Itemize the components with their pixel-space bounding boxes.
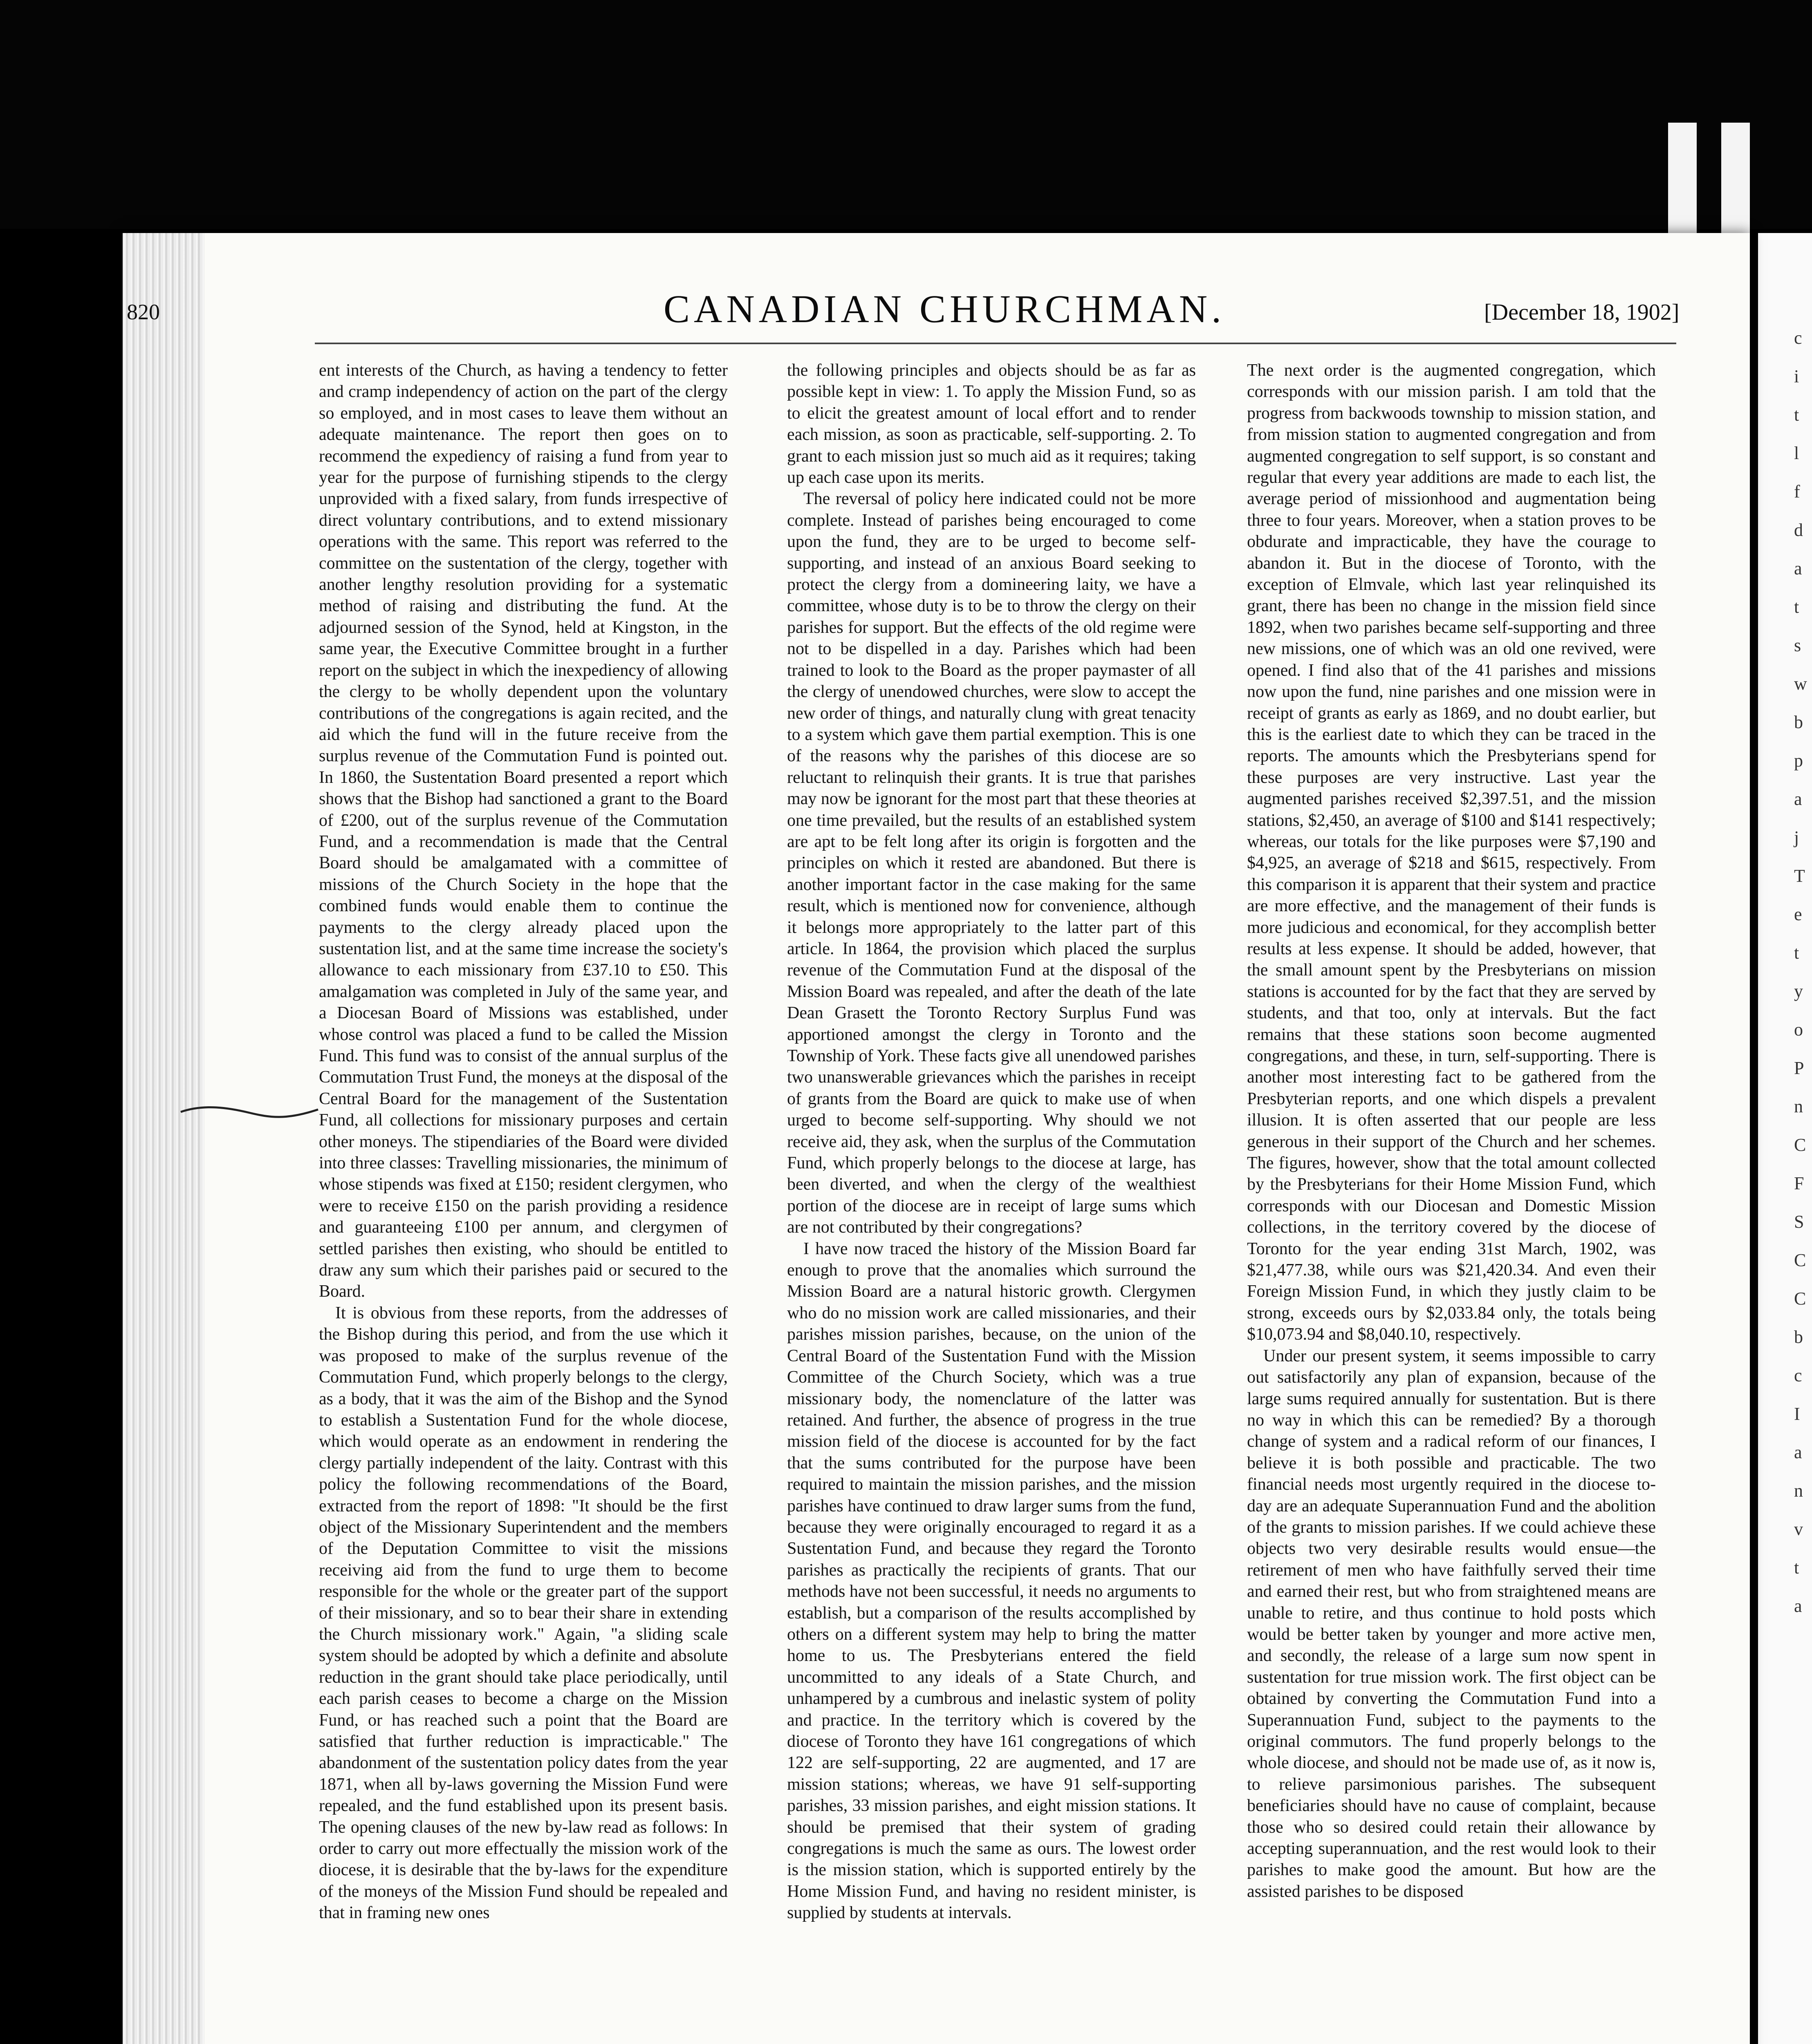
fragment-letter: t: [1794, 405, 1799, 425]
article-column-right: [1247, 360, 1656, 1902]
paragraph: the following principles and objects should be as far as possible kept in view: 1. To apply the Mission Fund, so as to elicit the greatest amount of local effort and to render each mission, as soon as practicable, self-supporting. 2. To grant to each mission just so much aid as it requires; taking up each case upon its merits.: [787, 361, 1196, 487]
masthead: [217, 286, 1672, 335]
newspaper-title: CANADIAN CHURCHMAN.: [663, 287, 1226, 331]
fragment-letter: s: [1794, 635, 1801, 655]
fragment-letter: y: [1794, 981, 1803, 1001]
fragment-letter: t: [1794, 1558, 1799, 1578]
fragment-letter: f: [1794, 482, 1800, 502]
fragment-letter: C: [1794, 1289, 1806, 1309]
fragment-letter: v: [1794, 1519, 1803, 1539]
fragment-letter: n: [1794, 1096, 1803, 1116]
paragraph: I have now traced the history of the Mission Board far enough to prove that the anomalies which surround the Mission Board are a natural historic growth. Clergymen who do no mission work are called missionaries, and their parishes mission parishes, because, on the union of the Central Board of the Sustentation Fund with the Mission Committee of the Church Society, which was a true missionary body, the nomenclature of the latter was retained. And further, the absence of progress in the true mission field of the diocese is accounted for by the fact that the sums contributed for the purpose have been required to maintain the mission parishes, and the mission parishes have continued to draw larger sums from the fund, because they were originally encouraged to regard it as a Sustentation Fund, and because they regard the Toronto parishes as practically the recipients of grants. That our methods have not been successful, it needs no arguments to establish, but a comparison of the results accomplished by others on a different system may help to bring the matter home to us. The Presbyterians entered the field uncommitted to any ideals of a State Church, and unhampered by a cumbrous and inelastic system of polity and practice. In the territory which is covered by the diocese of Toronto they have 161 congregations of which 122 are self-supporting, 22 are augmented, and 17 are mission stations; whereas, we have 91 self-supporting parishes, 33 mission parishes, and eight mission stations. It should be premised that their system of grading congregations is much the same as ours. The lowest order is the mission station, which is supported entirely by the Home Mission Fund, and having no resident minister, is supplied by students at intervals.: [787, 1239, 1196, 1923]
fragment-letter: j: [1794, 827, 1799, 847]
fragment-letter: n: [1794, 1481, 1803, 1501]
margin-pen-mark: [180, 1096, 319, 1128]
fragment-letter: e: [1794, 904, 1802, 924]
issue-date: [December 18, 1902]: [1484, 300, 1680, 325]
fragment-letter: a: [1794, 789, 1802, 809]
fragment-letter: p: [1794, 751, 1803, 771]
film-frame-top: [0, 0, 1812, 229]
fragment-letter: P: [1794, 1058, 1804, 1078]
fragment-letter: a: [1794, 1442, 1802, 1462]
paragraph: The next order is the augmented congregation, which corresponds with our mission parish. I am told that the progress from backwoods township to mission station, and from mission station to augmented congregation and from augmented congregation to self support, is so constant and regular that every year additions are made to each list, the average period of missionhood and augmentation being three to four years. Moreover, when a station proves to be obdurate and impracticable, they have the courage to abandon it. But in the diocese of Toronto, with the exception of Elmvale, which last year relinquished its grant, there has been no change in the mission field since 1892, when two parishes became self-supporting and three new missions, one of which was an old one revived, were opened. I find also that of the 41 parishes and missions now upon the fund, nine parishes and one mission were in receipt of grants as early as 1869, and no doubt earlier, but this is the earliest date to which they can be traced in the reports. The amounts which the Presbyterians spend for these purposes are very instructive. Last year the augmented parishes received $2,397.51, and the mission stations, $2,450, an average of $100 and $141 respectively; whereas, our totals for the like purposes were $7,190 and $4,925, an average of $218 and $615, respectively. From this comparison it is apparent that their system and practice are more effective, and the management of their funds is more judicious and economical, for they accomplish better results at less expense. It should be added, however, that the small amount spent by the Presbyterians on mission stations is accounted for by the fact that they are served by students, and that too, only at intervals. But the fact remains that these stations soon become augmented congregations, and these, in turn, self-supporting. There is another most interesting fact to be gathered from the Presbyterian reports, and one which dispels a prevalent illusion. It is often asserted that our people are less generous in their support of the Church and her schemes. The figures, however, show that the total amount collected by the Presbyterians for their Home Mission Fund, which corresponds with our Diocesan and Domestic Mission collections, in the territory covered by the diocese of Toronto for the year ending 31st March, 1902, was $21,477.38, while ours was $21,420.34. And even their Foreign Mission Fund, in which they justly claim to be strong, exceeds ours by $2,033.84 only, the totals being $10,073.94 and $8,040.10, respectively.: [1247, 361, 1656, 1344]
fragment-letter: o: [1794, 1020, 1803, 1040]
fragment-letter: w: [1794, 674, 1807, 694]
book-gutter: [123, 233, 204, 2044]
paragraph: The reversal of policy here indicated could not be more complete. Instead of parishes being encouraged to come upon the fund, they are to be urged to become self-supporting, and instead of an anxious Board seeking to protect the clergy from a domineering laity, we have a committee, whose duty is to be to throw the clergy on their parishes for support. But the effects of the old regime were not to be dispelled in a day. Parishes which had been trained to look to the Board as the proper paymaster of all the clergy of unendowed churches, were slow to accept the new order of things, and naturally clung with great tenacity to a system which gave them partial exemption. This is one of the reasons why the parishes of this diocese are so reluctant to relinquish their grants. It is true that parishes may now be ignorant for the most part that these theories at one time prevailed, but the results of an established system are apt to be felt long after its origin is forgotten and the principles on which it rested are abandoned. But there is another important factor in the case making for the same result, which is mentioned now for convenience, although it belongs more appropriately to the latter part of this article. In 1864, the provision which placed the surplus revenue of the Commutation Fund at the disposal of the Mission Board was repealed, and after the death of the late Dean Grasett the Toronto Rectory Surplus Fund was apportioned amongst the clergy in Toronto and the Township of York. These facts give all unendowed parishes two unanswerable grievances which the parishes in receipt of grants from the Board are quick to make use of when urged to become self-supporting. Why should we not receive aid, they ask, when the surplus of the Commutation Fund, which properly belongs to the diocese at large, has been diverted, and when the clergy of the wealthiest portion of the diocese are in receipt of large sums which are not contributed by their congregations?: [787, 489, 1196, 1237]
fragment-letter: t: [1794, 597, 1799, 617]
fragment-letter: d: [1794, 520, 1803, 540]
fragment-letter: a: [1794, 558, 1802, 578]
adjacent-page-fragments: [1794, 319, 1810, 1625]
paragraph: Under our present system, it seems impossible to carry out satisfactorily any plan of expansion, because of the large sums required annually for sustentation. But is there no way in which this can be remedied? By a thorough change of system and a radical reform of our finances, I believe it is both possible and practicable. The two financial needs most urgently required in the diocese to-day are an adequate Superannuation Fund and the abolition of the grants to mission parishes. If we could achieve these objects two very desirable results would ensue—the retirement of men who have faithfully served their time and earned their rest, but who from straightened means are unable to retire, and thus continue to hold posts which would be better taken by younger and more active men, and secondly, the release of a large sum now spent in sustentation for true mission work. The first object can be obtained by converting the Commutation Fund into a Superannuation Fund, subject to the payments to the original commutors. The fund properly belongs to the whole diocese, and should not be made use of, as it now is, to relieve parsimonious parishes. The subsequent beneficiaries should have no cause of complaint, because those who so desired could retain their allowance by accepting superannuation, and the rest would look to their parishes to make good the amount. But how are the assisted parishes to be disposed: [1247, 1346, 1656, 1901]
fragment-letter: c: [1794, 1365, 1802, 1385]
fragment-letter: t: [1794, 943, 1799, 963]
fragment-letter: c: [1794, 328, 1802, 348]
paragraph: It is obvious from these reports, from the addresses of the Bishop during this period, and from the use which it was proposed to make of the surplus revenue of the Commutation Fund, which properly belongs to the clergy, as a body, that it was the aim of the Bishop and the Synod to establish a Sustentation Fund for the whole diocese, which would operate as an endowment in rendering the clergy partially independent of the laity. Contrast with this policy the following recommendations of the Board, extracted from the report of 1898: "It should be the first object of the Missionary Superintendent and the members of the Deputation Committee to visit the missions receiving aid from the fund to urge them to become responsible for the whole or the greater part of the support of their missionary, and so to bear their share in extending the Church missionary work." Again, "a sliding scale system should be adopted by which a definite and absolute reduction in the grant should take place periodically, until each parish ceases to become a charge on the Mission Fund, or has reached such a point that the Board are satisfied that further reduction is impracticable." The abandonment of the sustentation policy dates from the year 1871, when all by-laws governing the Mission Fund were repealed, and the fund established upon its present basis. The opening clauses of the new by-law read as follows: In order to carry out more effectually the mission work of the diocese, it is desirable that the by-laws for the expenditure of the moneys of the Mission Fund should be repealed and that in framing new ones: [319, 1303, 728, 1923]
article-column-left: [319, 360, 728, 1924]
registration-mark: [1668, 123, 1697, 233]
article-column-middle: [787, 360, 1196, 1924]
header-rule: [315, 343, 1676, 344]
page-number: 820: [127, 300, 160, 324]
paragraph: ent interests of the Church, as having a tendency to fetter and cramp independency of action on the part of the clergy so employed, and in most cases to leave them without an adequate maintenance. The report then goes on to recommend the expediency of raising a fund from year to year for the purpose of furnishing stipends to the clergy unprovided with a fixed salary, from funds irrespective of direct voluntary contributions, and to extend missionary operations with the same. This report was referred to the committee on the sustentation of the clergy, together with another lengthy resolution providing for a systematic method of raising and distributing the fund. At the adjourned session of the Synod, held at Kingston, in the same year, the Executive Committee brought in a further report on the subject in which the inexpediency of allowing the clergy to be wholly dependent upon the voluntary contributions of the congregations is again recited, and the aid which the fund will in the future receive from the surplus revenue of the Commutation Fund is pointed out. In 1860, the Sustentation Board presented a report which shows that the Bishop had sanctioned a grant to the Board of £200, out of the surplus revenue of the Commutation Fund, and a recommendation is made that the Central Board should be amalgamated with a committee of missions of the Church Society in the hope that the combined funds would enable them to continue the payments to the clergy already placed upon the sustentation list, and at the same time increase the society's allowance to each missionary from £37.10 to £50. This amalgamation was completed in July of the same year, and a Diocesan Board of Missions was established, under whose control was placed a fund to be called the Mission Fund. This fund was to consist of the annual surplus of the Commutation Trust Fund, the moneys at the disposal of the Central Board for the management of the Sustentation Fund, all collections for missionary purposes and certain other moneys. The stipendiaries of the Board were divided into three classes: Travelling missionaries, the minimum of whose stipends was fixed at £150; resident clergymen, who were to receive £150 on the parish providing a residence and guaranteeing £100 per annum, and clergymen of settled parishes then existing, who should be entitled to draw any sum which their parishes paid or secured to the Board.: [319, 361, 728, 1301]
fragment-letter: i: [1794, 366, 1799, 386]
fragment-letter: I: [1794, 1404, 1800, 1424]
fragment-letter: T: [1794, 866, 1805, 886]
fragment-letter: C: [1794, 1135, 1806, 1155]
fragment-letter: l: [1794, 443, 1799, 463]
fragment-letter: b: [1794, 712, 1803, 732]
registration-mark: [1721, 123, 1750, 233]
fragment-letter: a: [1794, 1596, 1802, 1616]
fragment-letter: b: [1794, 1327, 1803, 1347]
fragment-letter: F: [1794, 1173, 1804, 1193]
fragment-letter: S: [1794, 1212, 1804, 1232]
fragment-letter: C: [1794, 1250, 1806, 1270]
